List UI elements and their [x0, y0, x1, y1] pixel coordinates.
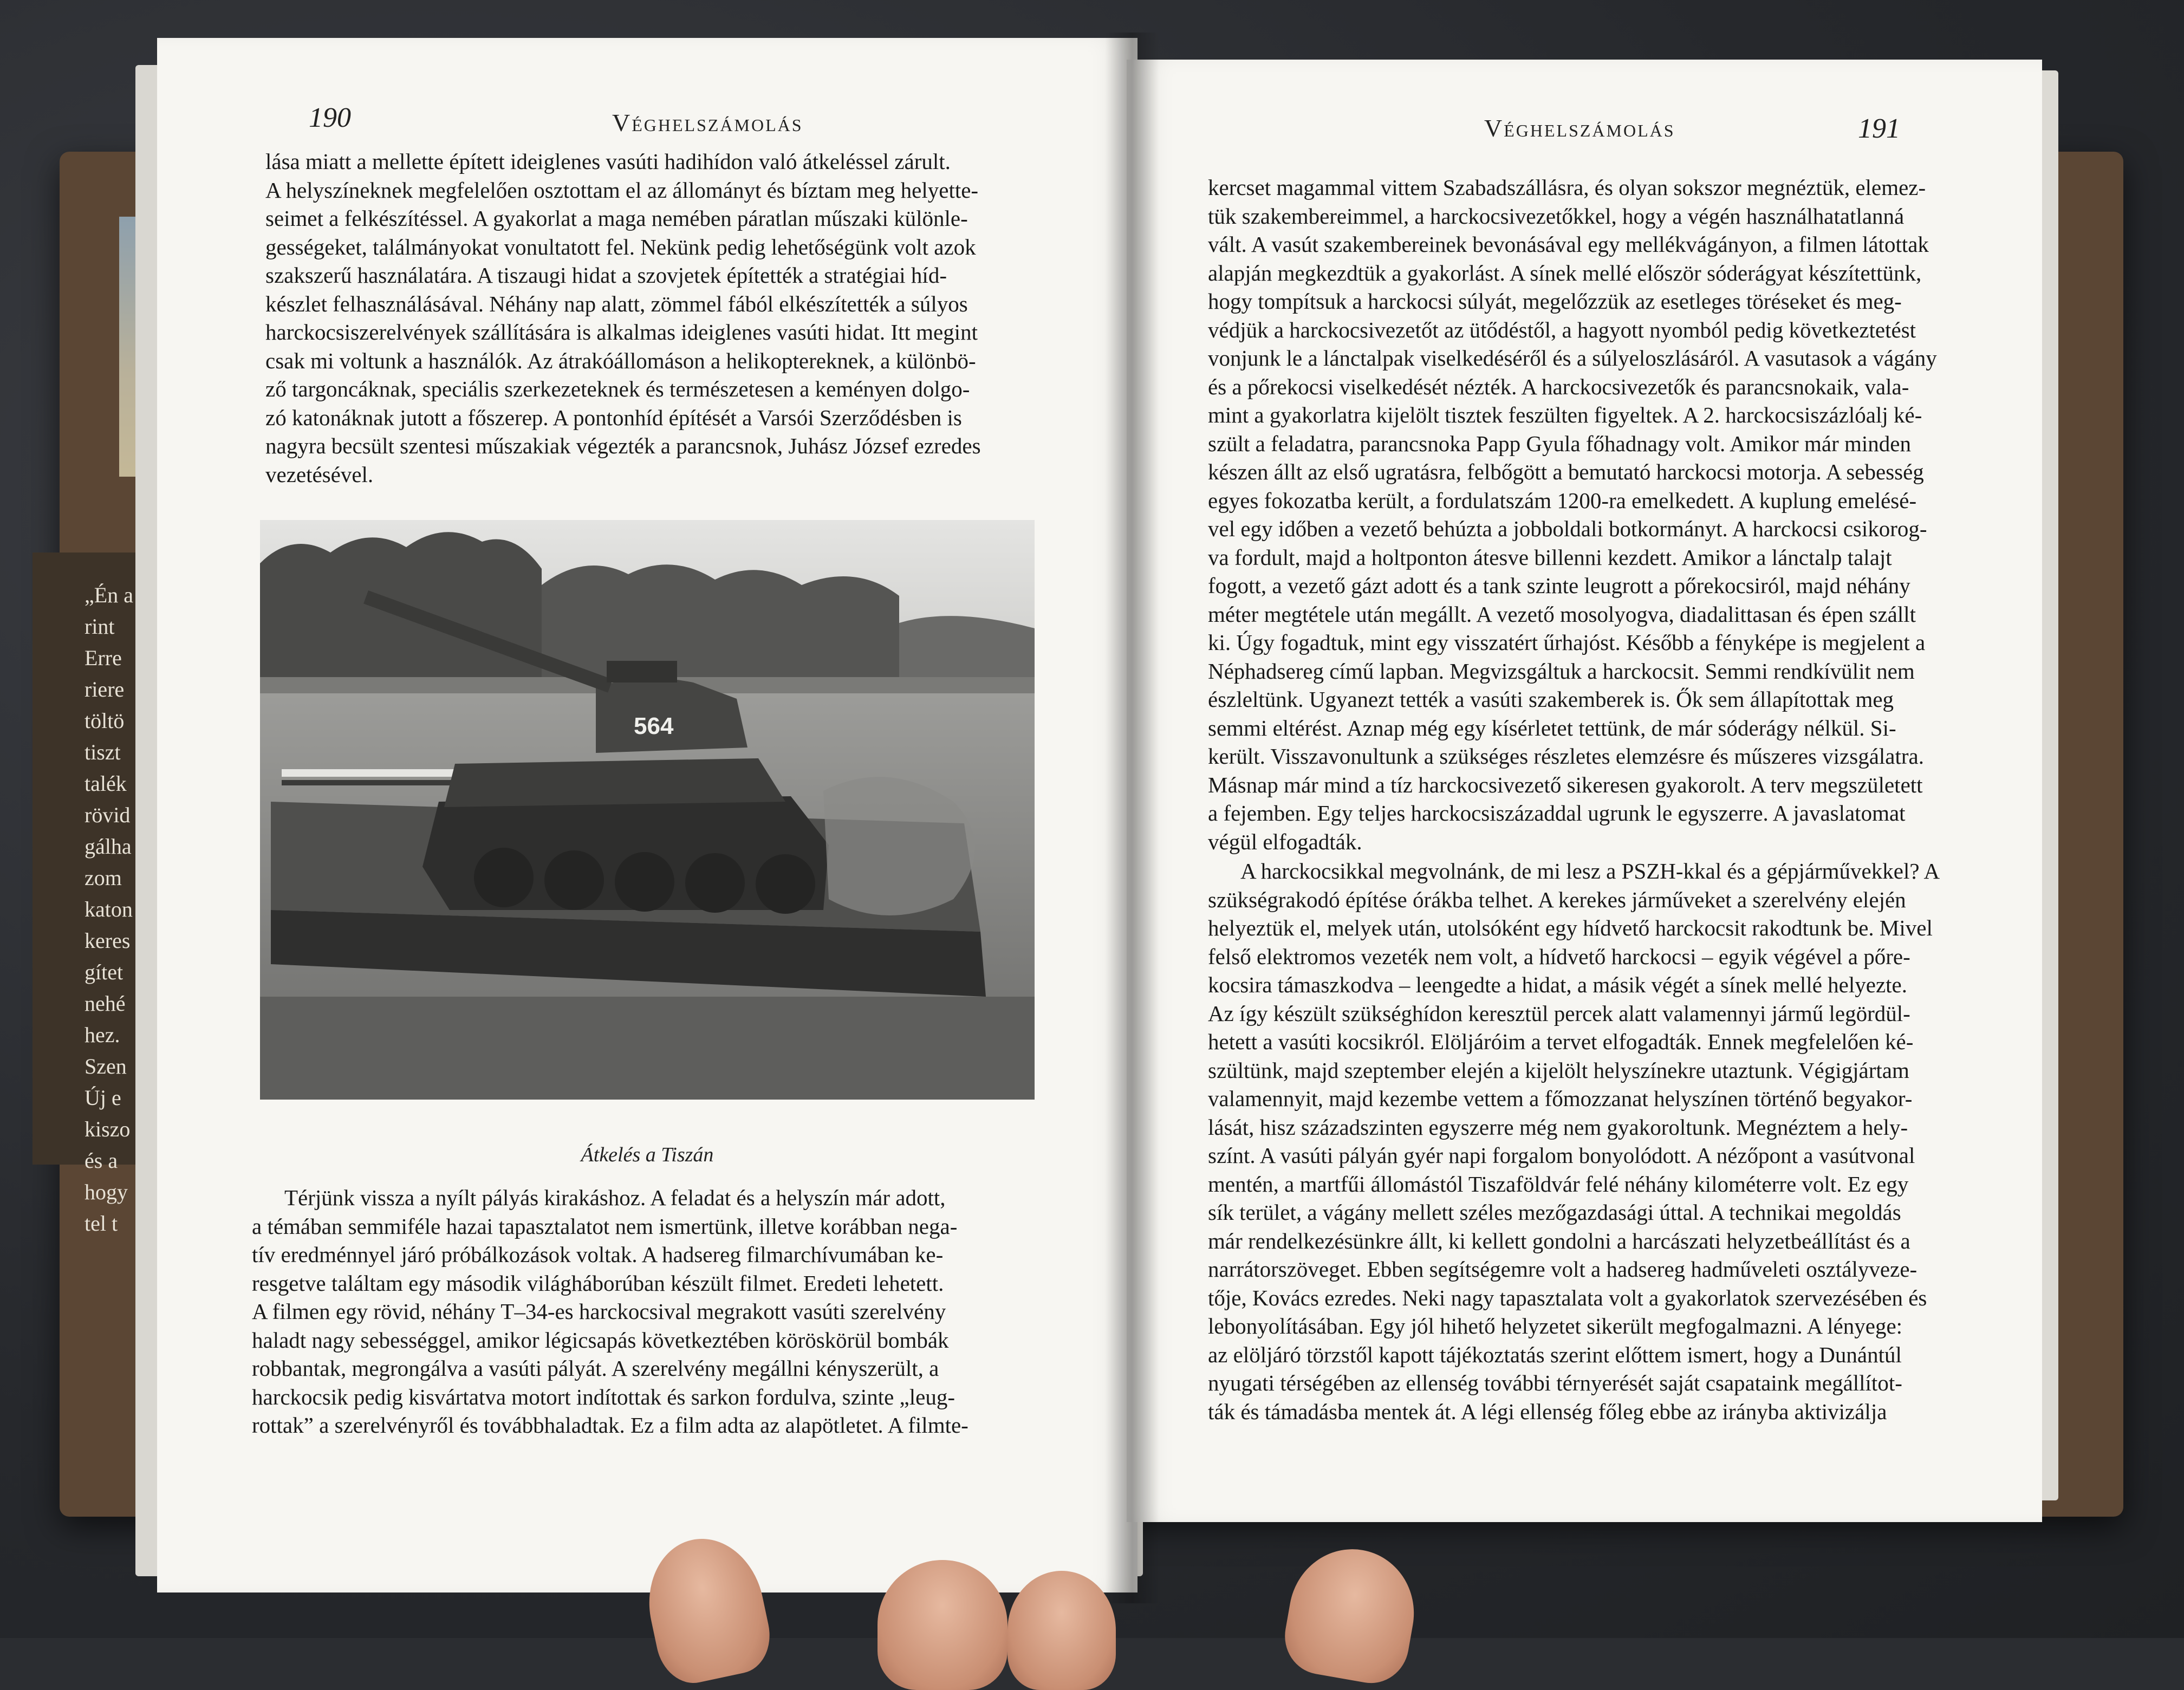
- text-line: mentén, a martfűi állomástól Tiszaföldvár felé néhány kilométerre volt. Ez egy: [1208, 1171, 1909, 1197]
- text-line: lása miatt a mellette épített ideiglenes vasúti hadihídon való átkeléssel zárult.: [265, 149, 951, 174]
- text-line: A filmen egy rövid, néhány T–34-es harckocsival megrakott vasúti szerelvény: [252, 1299, 946, 1324]
- text-line: vonjunk le a lánctalpak viselkedéséről és a súlyeloszlásáról. A vasutasok a vágány: [1208, 346, 1937, 370]
- text-line: mint a gyakorlatra kijelölt tisztek feszülten figyeltek. A 2. harckocsiszázlóalj ké-: [1208, 402, 1922, 427]
- text-line: rint: [84, 614, 115, 639]
- text-line: került. Visszavonultunk a szükséges részletes elemzésre és műszeres vizsgálatra.: [1208, 744, 1924, 769]
- text-line: A helyszíneknek megfelelően osztottam el az állományt és bíztam meg helyette-: [265, 177, 979, 203]
- text-line: vált. A vasút szakembereinek bevonásával egy mellékvágányon, a filmen látottak: [1208, 232, 1929, 257]
- text-line: az elöljáró törzstől kapott tájékoztatás szerint előttem ismert, hogy a Dunántúl: [1208, 1342, 1902, 1367]
- text-line: robbantak, megrongálva a vasúti pályát. A szerelvény megállni kényszerült, a: [252, 1356, 939, 1381]
- text-line: szakszerű használatára. A tiszaugi hidat a szovjetek építették a stratégiai híd-: [265, 263, 947, 288]
- text-line: és a: [84, 1148, 118, 1173]
- text-line: kocsira támaszkodva – leengedte a hidat, a másik végét a sínek mellé helyezte.: [1208, 972, 1907, 997]
- text-line: tel t: [84, 1211, 118, 1236]
- tank-photo-drawing: [260, 520, 1035, 1100]
- photo-caption: Átkelés a Tiszán: [581, 1143, 714, 1166]
- text-line: méter megtétele után megállt. A vezető mosolyogva, diadalittasan és épen szállt: [1208, 601, 1916, 627]
- text-line: már rendelkezésünkre állt, ki kellett gondolni a harcászati helyzetbeállítást és a: [1208, 1228, 1910, 1253]
- text-line: felső elektromos vezeték nem volt, a hídvető harckocsi – egyik végével a pőre-: [1208, 944, 1910, 969]
- text-line: vel egy időben a vezető behúzta a jobboldali botkormányt. A harckocsi csikorog-: [1208, 516, 1927, 541]
- text-line: ző targoncáknak, speciális szerkezeteknek és természetesen a keményen dolgo-: [265, 376, 970, 401]
- text-line: tiszt: [84, 740, 121, 764]
- text-line: hogy: [84, 1180, 128, 1204]
- text-line: tője, Kovács ezredes. Neki nagy tapasztalata volt a gyakorlatok szervezésében és: [1208, 1285, 1927, 1310]
- text-line: Másnap már mind a tíz harckocsivezető sikeresen gyakorolt. A terv megszületett: [1208, 772, 1923, 797]
- text-line: készen állt az első ugratásra, felbőgött a bemutató harckocsi motorja. A sebesség: [1208, 459, 1924, 484]
- text-line: Térjünk vissza a nyílt pályás kirakáshoz. A feladat és a helyszín már adott,: [284, 1185, 946, 1210]
- text-line: védjük a harckocsivezetőt az ütődéstől, a hagyott nyomból pedig következtetést: [1208, 317, 1916, 342]
- text-line: gességeket, találmányokat vonultatott fel. Nekünk pedig lehetőségünk volt azok: [265, 234, 976, 259]
- text-line: A harckocsikkal megvolnánk, de mi lesz a PSZH-kkal és a gépjárművekkel? A: [1240, 859, 1940, 883]
- text-line: hez.: [84, 1023, 120, 1047]
- tank-number: 564: [634, 713, 674, 739]
- text-line: Néphadsereg című lapban. Megvizsgáltuk a harckocsit. Semmi rendkívülit nem: [1208, 658, 1915, 684]
- right-page: [1127, 60, 2042, 1522]
- text-line: szült a feladatra, parancsnoka Papp Gyula főhadnagy volt. Amikor már minden: [1208, 431, 1911, 456]
- page-number-left: 190: [309, 102, 351, 133]
- text-line: Szen: [84, 1054, 127, 1078]
- text-line: sík terület, a vágány mellett széles mezőgazdasági úttal. A technikai megoldás: [1208, 1200, 1901, 1225]
- text-line: keres: [84, 928, 131, 953]
- text-line: vezetésével.: [265, 461, 374, 487]
- text-line: seimet a felkészítéssel. A gyakorlat a maga nemében páratlan műszaki különle-: [265, 206, 968, 231]
- text-line: csak mi voltunk a használók. Az átrakóállomáson a helikoptereknek, a különbö-: [265, 348, 976, 373]
- finger: [877, 1560, 1007, 1690]
- left-top-paragraph: [265, 147, 1045, 489]
- text-line: észleltünk. Ugyanezt tették a vasúti szakemberek is. Ők sem állapítottak meg: [1208, 687, 1894, 712]
- text-line: ki. Úgy fogadtuk, mint egy visszatért űrhajóst. Később a fényképe is megjelent a: [1208, 630, 1926, 655]
- text-line: szükségrakodó építése órákba telhet. A kerekes járműveket a szerelvény elején: [1208, 887, 1906, 912]
- text-line: ták és támadásba mentek át. A légi ellenség főleg ebbe az irányba aktivizálja: [1208, 1399, 1887, 1424]
- text-line: végül elfogadták.: [1208, 829, 1362, 854]
- text-line: rövid: [84, 803, 131, 827]
- running-head-left: Véghelszámolás: [612, 109, 803, 136]
- text-line: haladt nagy sebességgel, amikor légicsapás következtében köröskörül bombák: [252, 1327, 949, 1353]
- text-line: és a pőrekocsi viselkedését nézték. A harckocsivezetők és parancsnokaik, vala-: [1208, 374, 1909, 399]
- text-line: semmi eltérést. Aznap még egy kísérletet tettünk, de már sóderágy nélkül. Si-: [1208, 715, 1896, 740]
- text-line: hogy tompítsuk a harckocsi súlyát, megelőzzük az esetleges töréseket és meg-: [1208, 289, 1902, 314]
- text-line: a témában semmiféle hazai tapasztalatot nem ismertünk, illetve korábban nega-: [252, 1213, 958, 1239]
- text-line: nehé: [84, 991, 126, 1016]
- text-line: riere: [84, 677, 125, 701]
- text-line: nyugati térségében az ellenség további térnyerését saját csapataink megállítot-: [1208, 1370, 1902, 1395]
- text-line: tük szakembereimmel, a harckocsivezetőkkel, hogy a végén használhatatlanná: [1208, 203, 1904, 229]
- text-line: rottak” a szerelvényről és továbbhaladtak. Ez a film adta az alapötletet. A filmte-: [252, 1413, 968, 1438]
- finger: [1007, 1571, 1116, 1690]
- right-paragraph-2: [1208, 857, 1988, 1426]
- text-line: alapján megkezdtük a gyakorlást. A sínek mellé először sóderágyat készítettünk,: [1208, 260, 1922, 285]
- text-line: kercset magammal vittem Szabadszállásra, és olyan sokszor megnéztük, elemez-: [1208, 175, 1926, 200]
- text-line: zó katonáknak jutott a főszerep. A pontonhíd építését a Varsói Szerződésben is: [265, 405, 962, 430]
- text-line: gítet: [84, 960, 123, 984]
- page-number-right: 191: [1858, 113, 1900, 144]
- text-line: fogott, a vezető gázt adott és a tank szinte leugrott a pőrekocsiról, majd néhány: [1208, 573, 1910, 598]
- text-line: zom: [84, 866, 122, 890]
- text-line: színt. A vasúti pályán gyér napi forgalom bonyolódott. A nézőpont a vasútvonal: [1208, 1143, 1915, 1168]
- text-line: Az így készült szükséghídon keresztül percek alatt valamennyi jármű legördül-: [1208, 1000, 1910, 1026]
- text-line: kiszo: [84, 1117, 131, 1141]
- text-line: Erre: [84, 646, 122, 670]
- text-line: szültünk, majd szeptember elején a kijelölt helyszínekre utaztunk. Végigjártam: [1208, 1057, 1909, 1083]
- text-line: „Én a: [84, 583, 133, 607]
- right-paragraph-1: [1208, 173, 1988, 856]
- text-line: katon: [84, 897, 133, 921]
- text-line: talék: [84, 771, 127, 796]
- running-head-right: Véghelszámolás: [1484, 114, 1675, 142]
- text-line: egyes fokozatba került, a fordulatszám 1200-ra emelkedett. A kuplung emelésé-: [1208, 487, 1917, 513]
- text-line: lebonyolításában. Egy jól hihető helyzetet sikerült megfogalmazni. A lényege:: [1208, 1314, 1903, 1338]
- text-line: narrátorszöveget. Ebben segítségemre volt a hadsereg hadműveleti osztályveze-: [1208, 1257, 1917, 1282]
- text-line: töltö: [84, 708, 125, 733]
- text-line: nagyra becsült szentesi műszakiak végezték a parancsnok, Juhász József ezredes: [265, 433, 981, 458]
- text-line: resgetve találtam egy második világháborúban készült filmet. Eredeti lehetett.: [252, 1270, 944, 1296]
- text-line: lását, hisz századszinten egyszerre még nem gyakoroltunk. Megnéztem a hely-: [1208, 1114, 1908, 1140]
- text-line: Új e: [84, 1086, 121, 1110]
- book-gutter: [1105, 32, 1159, 1603]
- text-line: helyeztük el, melyek után, utolsóként egy hídvető harckocsit rakodtunk be. Mivel: [1208, 915, 1933, 940]
- left-bottom-paragraph: [252, 1184, 1054, 1440]
- text-line: va fordult, majd a holtponton átesve billenni kezdett. Amikor a lánctalp talajt: [1208, 544, 1892, 570]
- text-line: tív eredménnyel járó próbálkozások voltak. A hadsereg filmarchívumában ke-: [252, 1242, 944, 1267]
- text-line: harckocsiszerelvények szállítására is alkalmas ideiglenes vasúti hidat. Itt megint: [265, 320, 978, 344]
- text-line: készlet felhasználásával. Néhány nap alatt, zömmel fából elkészítették a súlyos: [265, 291, 968, 316]
- text-line: hetett a vasúti kocsikról. Elöljáróim a tervet elfogadták. Ennek megfelelően ké-: [1208, 1029, 1914, 1054]
- text-line: valamennyit, majd kezembe vettem a főmozzanat helyszínen történő begyakor-: [1208, 1086, 1913, 1111]
- text-line: harckocsik pedig kisvártatva motort indítottak és sarkon fordulva, szinte „leug-: [252, 1384, 955, 1409]
- tank-crossing-photo: [260, 520, 1035, 1100]
- text-line: a fejemben. Egy teljes harckocsiszázaddal ugrunk le egyszerre. A javaslatomat: [1208, 801, 1906, 826]
- left-page: [157, 38, 1138, 1592]
- text-line: gálha: [84, 834, 132, 859]
